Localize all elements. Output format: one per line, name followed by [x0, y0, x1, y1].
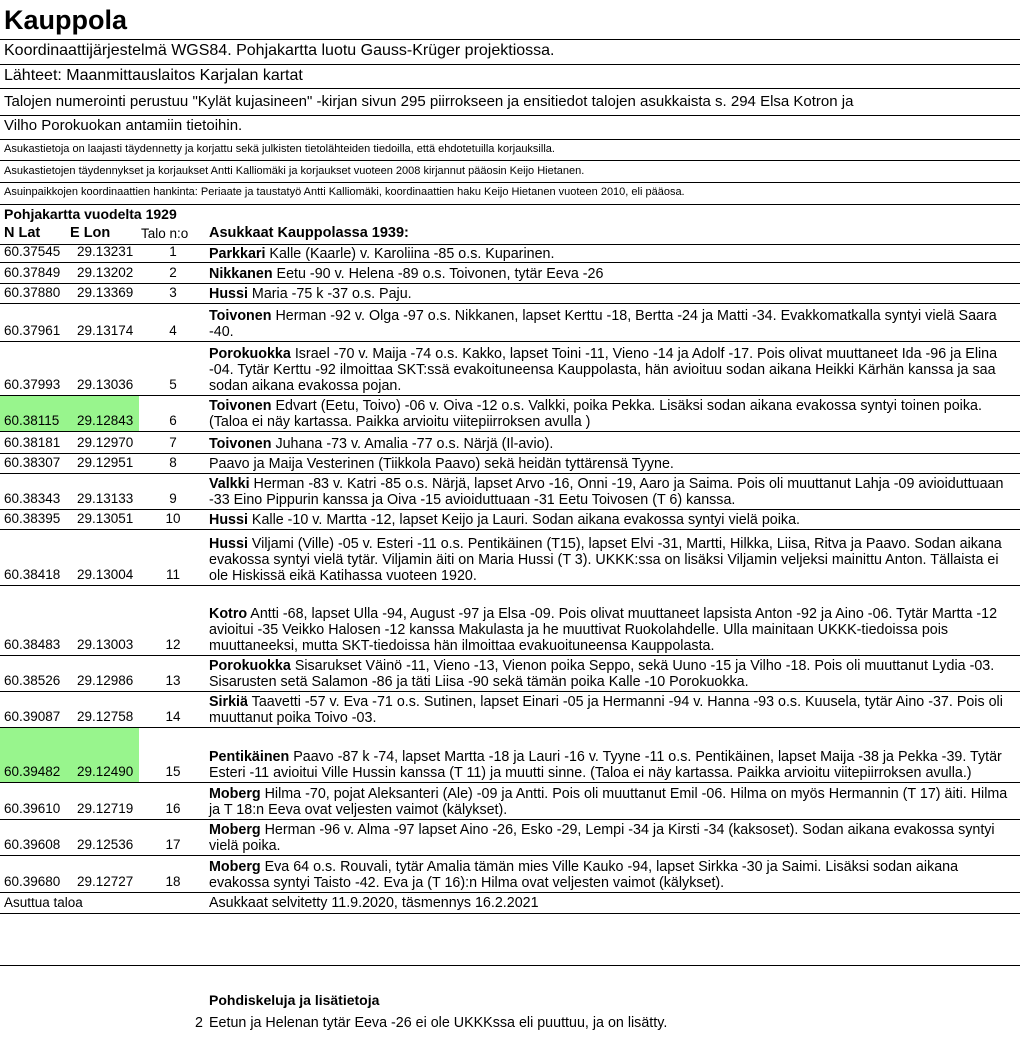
latitude-cell: 60.38395: [4, 511, 61, 526]
corrections-note: Asukastietojen täydennykset ja korjaukset Antti Kalliomäki ja korjaukset vuoteen 2008 kirjannut pääosin Keijo Hietanen.: [4, 165, 585, 177]
table-row: [0, 586, 1023, 656]
longitude-cell: 29.12843: [77, 413, 134, 428]
longitude-cell: 29.12490: [77, 764, 134, 779]
residents-cell: [209, 286, 1019, 302]
table-row: [0, 656, 1023, 692]
latitude-cell: 60.38115: [4, 413, 60, 428]
longitude-cell: 29.12727: [77, 874, 134, 889]
coordinate-system-note: Koordinaattijärjestelmä WGS84. Pohjakartta luotu Gauss-Krüger projektiossa.: [4, 42, 555, 59]
divider: [0, 64, 1020, 65]
family-name: Kotro: [209, 606, 248, 622]
family-name: Moberg: [209, 822, 261, 838]
table-row: [0, 856, 1023, 893]
latitude-cell: 60.39608: [4, 837, 61, 852]
family-name: Porokuokka: [209, 658, 291, 674]
longitude-cell: 29.12986: [77, 673, 134, 688]
latitude-cell: 60.39610: [4, 801, 61, 816]
longitude-cell: 29.12719: [77, 801, 134, 816]
family-name: Sirkiä: [209, 694, 248, 710]
residents-cell: [209, 786, 1019, 818]
residents-cell: [209, 266, 1019, 282]
resident-details: Antti -68, lapset Ulla -94, August -97 ja Elsa -09. Pois olivat muuttaneet lapsista Anton -92 ja Aino -06. Tytär Martta -12 avioitui -35 Veikko Halosen -12 kanssa Makulasta ja he muuttivat Ruokolahdelle. Ulla mainitaan UKKK-tiedoissa pois muuttaneeksi, mutta SKT-tiedoissa hän ilmoittaa evakuoituneensa Kauppolasta.: [209, 606, 998, 654]
basemap-year: Pohjakartta vuodelta 1929: [4, 206, 177, 222]
table-row: [0, 284, 1023, 304]
resident-details: Edvart (Eetu, Toivo) -06 v. Oiva -12 o.s. Valkki, poika Pekka. Lisäksi sodan aikana evakossa syntyi toinen poika. (Taloa ei näy kartassa. Paikka arvioitu viitepiirroksen avulla ): [209, 398, 982, 430]
longitude-cell: 29.12951: [77, 455, 134, 470]
numbering-note: Talojen numerointi perustuu "Kylät kujasineen" -kirjan sivun 295 piirrokseen ja ensitiedot talojen asukkaista s. 294 Elsa Kotron ja: [4, 93, 854, 110]
table-row: [0, 692, 1023, 728]
latitude-cell: 60.38526: [4, 673, 61, 688]
resident-details: Paavo ja Maija Vesterinen (Tiikkola Paavo) sekä heidän tyttärensä Tyyne.: [209, 456, 674, 472]
latitude-cell: 60.37849: [4, 265, 61, 280]
family-name: Toivonen: [209, 308, 272, 324]
table-row: [0, 783, 1023, 820]
family-name: Hussi: [209, 286, 248, 302]
house-number-cell: 17: [165, 837, 181, 852]
resident-details: Eetu -90 v. Helena -89 o.s. Toivonen, tytär Eeva -26: [272, 266, 604, 282]
latitude-cell: 60.39087: [4, 709, 61, 724]
latitude-cell: 60.37545: [4, 244, 61, 259]
longitude-cell: 29.13231: [77, 244, 134, 259]
resident-details: Eva 64 o.s. Rouvali, tytär Amalia tämän mies Ville Kauko -94, lapset Sirkka -30 ja Saimi. Lisäksi sodan aikana evakossa syntyi Taisto -42. Eva ja (T 16):n Hilma ovat veljesten vaimot (kälykset).: [209, 859, 959, 891]
family-name: Moberg: [209, 859, 261, 875]
house-number-cell: 13: [165, 673, 181, 688]
divider: [0, 913, 1020, 914]
sources-note: Lähteet: Maanmittauslaitos Karjalan kartat: [4, 67, 303, 84]
resident-details: Maria -75 k -37 o.s. Paju.: [247, 286, 412, 302]
family-name: Parkkari: [209, 246, 266, 262]
family-name: Toivonen: [209, 398, 272, 414]
divider: [0, 204, 1020, 205]
longitude-cell: 29.13051: [77, 511, 134, 526]
table-row: [0, 474, 1023, 510]
numbering-note-cont: Vilho Porokuokan antamiin tietoihin.: [4, 117, 243, 134]
residents-cell: [209, 346, 1019, 394]
residents-cell: [209, 476, 1019, 508]
coordinates-note: Asuinpaikkojen koordinaattien hankinta: Periaate ja taustatyö Antti Kalliomäki, koordinaattien haku Keijo Hietanen vuoteen 2010, eli pääosa.: [4, 186, 685, 198]
house-number-cell: 7: [169, 435, 177, 450]
footer-left: Asuttua taloa: [4, 895, 83, 910]
table-row: [0, 530, 1023, 586]
residents-cell: [209, 749, 1019, 781]
house-number-cell: 4: [169, 323, 177, 338]
resident-details: Kalle (Kaarle) v. Karoliina -85 o.s. Kuparinen.: [265, 246, 555, 262]
row-divider: [0, 892, 1020, 893]
family-name: Pentikäinen: [209, 749, 290, 765]
residents-cell: [209, 512, 1019, 528]
header-lat: N Lat: [4, 225, 41, 241]
residents-cell: [209, 536, 1019, 584]
resident-details: Israel -70 v. Maija -74 o.s. Kakko, lapset Toini -11, Vieno -14 ja Adolf -17. Pois olivat muuttaneet Ida -96 ja Elina -04. Tytär Kerttu -92 ilmoittaa SKT:ssä evakoituneensa Kauppolasta, hän avioituu sodan aikana Heikki Kärhän kanssa ja saa sodan aikana evakossa pojan.: [209, 346, 998, 394]
residents-cell: [209, 398, 1019, 430]
latitude-cell: 60.39680: [4, 874, 61, 889]
resident-details: Paavo -87 k -74, lapset Martta -18 ja Lauri -16 v. Tyyne -11 o.s. Pentikäinen, lapset Maija -38 ja Pekka -39. Tytär Esteri -11 avioitui Ville Hussin kanssa (T 11) ja muutti sinne. (Taloa ei näy kartassa. Paikka arvioitu viitepiirroksen avulla.): [209, 749, 1002, 781]
table-row: [0, 245, 1023, 263]
house-number-cell: 18: [165, 874, 181, 889]
resident-details: Herman -96 v. Alma -97 lapset Aino -26, Esko -29, Lempi -34 ja Kirsti -34 (kaksoset). Sodan aikana evakossa syntyi vielä poika.: [209, 822, 995, 854]
residents-cell: [209, 436, 1019, 452]
house-number-cell: 3: [169, 285, 177, 300]
family-name: Hussi: [209, 536, 248, 552]
latitude-cell: 60.38181: [4, 435, 61, 450]
latitude-cell: 60.37880: [4, 285, 61, 300]
family-name: Toivonen: [209, 436, 272, 452]
note-text: Eetun ja Helenan tytär Eeva -26 ei ole UKKKssa eli puuttuu, ja on lisätty.: [209, 1015, 668, 1031]
longitude-cell: 29.13003: [77, 637, 134, 652]
family-name: Porokuokka: [209, 346, 291, 362]
table-row: [0, 396, 1023, 432]
house-number-cell: 2: [169, 265, 177, 280]
house-number-cell: 6: [169, 413, 177, 428]
house-number-cell: 14: [165, 709, 181, 724]
longitude-cell: 29.13174: [77, 323, 134, 338]
latitude-cell: 60.39482: [4, 764, 61, 779]
latitude-cell: 60.38418: [4, 567, 61, 582]
longitude-cell: 29.12970: [77, 435, 134, 450]
note-ref: 2: [195, 1015, 203, 1031]
residents-cell: [209, 308, 1019, 340]
table-row: [0, 342, 1023, 396]
resident-details: Juhana -73 v. Amalia -77 o.s. Närjä (Il-avio).: [271, 436, 554, 452]
house-number-cell: 12: [165, 637, 181, 652]
residents-cell: [209, 246, 1019, 262]
family-name: Moberg: [209, 786, 261, 802]
longitude-cell: 29.13133: [77, 491, 134, 506]
residents-cell: [209, 859, 1019, 891]
divider: [0, 965, 1020, 966]
house-number-cell: 11: [165, 567, 180, 582]
header-house-number: Talo n:o: [141, 226, 189, 241]
header-residents: Asukkaat Kauppolassa 1939:: [209, 225, 409, 241]
latitude-cell: 60.37961: [4, 323, 61, 338]
header-lon: E Lon: [70, 225, 111, 241]
table-row: [0, 454, 1023, 474]
resident-details: Viljami (Ville) -05 v. Esteri -11 o.s. Pentikäinen (T15), lapset Elvi -31, Martti, Hilkka, Liisa, Ritva ja Paavo. Sodan aikana evakossa syntyi vielä tytär. Viljamin äiti on Maria Hussi (T 3). UKKK:ssa on lisäksi Viljamin veljeksi mainittu Anton. Tällaista ei ole Hiskissä eikä Katihassa vuoteen 1920.: [209, 536, 1002, 584]
residents-cell: [209, 694, 1019, 726]
latitude-cell: 60.38343: [4, 491, 61, 506]
notes-heading: Pohdiskeluja ja lisätietoja: [209, 992, 380, 1008]
house-number-cell: 10: [165, 511, 181, 526]
family-name: Valkki: [209, 476, 250, 492]
house-number-cell: 8: [169, 455, 177, 470]
resident-details: Kalle -10 v. Martta -12, lapset Keijo ja Lauri. Sodan aikana evakossa syntyi vielä poika.: [247, 512, 800, 528]
latitude-cell: 60.37993: [4, 377, 61, 392]
residents-cell: [209, 456, 1019, 472]
divider: [0, 88, 1020, 89]
divider: [0, 182, 1020, 183]
supplement-note: Asukastietoja on laajasti täydennetty ja korjattu sekä julkisten tietolähteiden tiedoilla, että ehdotetuilla korjauksilla.: [4, 143, 555, 155]
table-row: [0, 304, 1023, 342]
table-row: [0, 510, 1023, 530]
longitude-cell: 29.12536: [77, 837, 134, 852]
footer-right: Asukkaat selvitetty 11.9.2020, täsmennys 16.2.2021: [209, 895, 539, 911]
residents-cell: [209, 658, 1019, 690]
divider: [0, 115, 1020, 116]
residents-cell: [209, 606, 1019, 654]
table-row: [0, 820, 1023, 856]
family-name: Hussi: [209, 512, 248, 528]
resident-details: Herman -83 v. Katri -85 o.s. Närjä, lapset Arvo -16, Onni -19, Aaro ja Saima. Pois oli muuttanut Lahja -09 avioiduttuaan -33 Eino Pippurin kanssa ja Oiva -15 avioiduttuaan -31 Eetu Toivosen (T 6) kanssa.: [209, 476, 1004, 508]
latitude-cell: 60.38307: [4, 455, 61, 470]
longitude-cell: 29.13202: [77, 265, 134, 280]
table-row: [0, 728, 1023, 783]
divider: [0, 39, 1020, 40]
resident-details: Taavetti -57 v. Eva -71 o.s. Sutinen, lapset Einari -05 ja Hermanni -94 v. Hanna -93 o.s. Kuusela, tytär Aino -37. Pois oli muuttanut poika Toivo -03.: [209, 694, 1003, 726]
house-number-cell: 9: [169, 491, 177, 506]
house-number-cell: 15: [165, 764, 181, 779]
resident-details: Sisarukset Väinö -11, Vieno -13, Vienon poika Seppo, sekä Uuno -15 ja Vilho -18. Pois oli muuttanut Lydia -03. Sisarusten setä Salamon -86 ja täti Liisa -90 sekä tämän poika Kalle -10 Porokuokka.: [209, 658, 995, 690]
house-number-cell: 1: [169, 244, 177, 259]
divider: [0, 160, 1020, 161]
resident-details: Hilma -70, pojat Aleksanteri (Ale) -09 ja Antti. Pois oli muuttanut Emil -06. Hilma on myös Hermannin (T 17) äiti. Hilma ja T 18:n Eeva ovat veljesten vaimot (kälykset).: [209, 786, 1008, 818]
table-row: [0, 432, 1023, 454]
table-row: [0, 263, 1023, 284]
latitude-cell: 60.38483: [4, 637, 61, 652]
residents-cell: [209, 822, 1019, 854]
longitude-cell: 29.13369: [77, 285, 134, 300]
longitude-cell: 29.13036: [77, 377, 134, 392]
family-name: Nikkanen: [209, 266, 273, 282]
resident-details: Herman -92 v. Olga -97 o.s. Nikkanen, lapset Kerttu -18, Bertta -24 ja Matti -34. Evakkomatkalla syntyi vielä Saara -40.: [209, 308, 997, 340]
page-title: Kauppola: [4, 5, 128, 35]
longitude-cell: 29.13004: [77, 567, 134, 582]
house-number-cell: 16: [165, 801, 181, 816]
divider: [0, 139, 1020, 140]
longitude-cell: 29.12758: [77, 709, 134, 724]
house-number-cell: 5: [169, 377, 177, 392]
